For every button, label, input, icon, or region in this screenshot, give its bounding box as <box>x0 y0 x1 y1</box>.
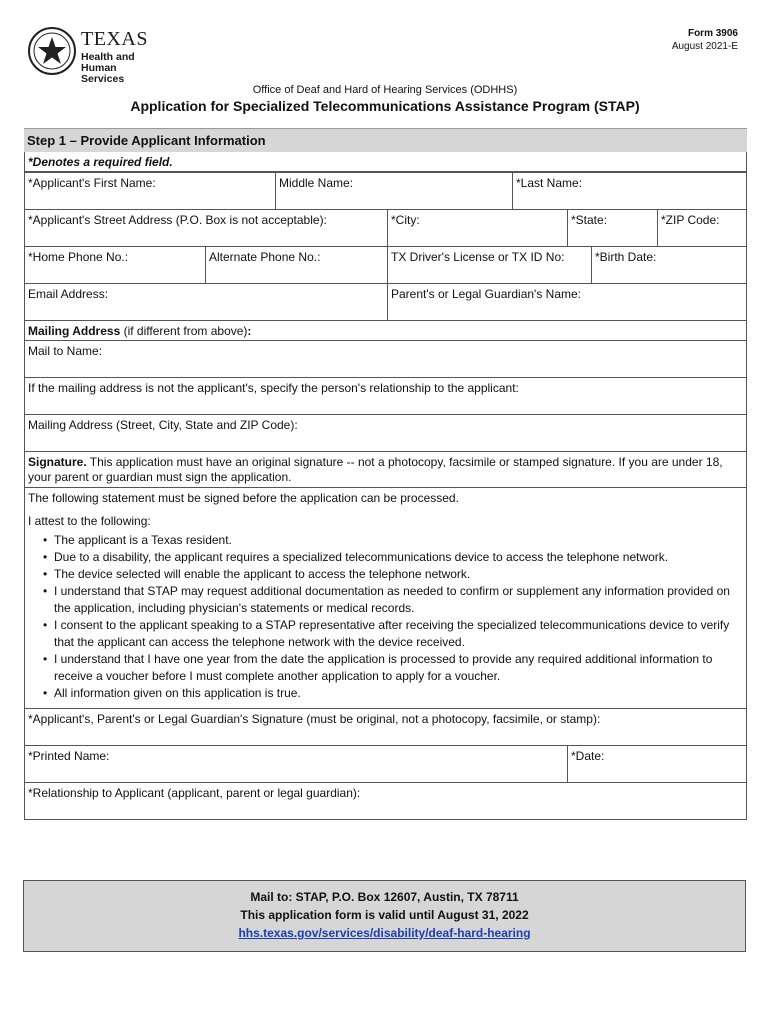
logo-subtitle-line1: Health and Human <box>81 51 135 74</box>
relationship-to-applicant-field[interactable]: *Relationship to Applicant (applicant, parent or legal guardian): <box>28 786 361 800</box>
valid-until-text: This application form is valid until August 31, 2022 <box>240 908 529 922</box>
attestation-statement <box>25 487 746 708</box>
mail-to-name-field[interactable]: Mail to Name: <box>28 344 103 358</box>
relationship-to-applicant-row <box>25 782 746 819</box>
street-address-field[interactable]: *Applicant's Street Address (P.O. Box is not acceptable): <box>28 213 327 227</box>
state-field[interactable]: *State: <box>567 210 657 246</box>
signature-field[interactable]: *Applicant's, Parent's or Legal Guardian's Signature (must be original, not a photocopy, facsimile, or stamp): <box>28 712 601 726</box>
first-name-field[interactable]: *Applicant's First Name: <box>28 176 156 190</box>
application-form <box>24 128 747 820</box>
email-field[interactable]: Email Address: <box>28 287 109 301</box>
last-name-field[interactable]: *Last Name: <box>512 173 746 209</box>
signature-notice <box>25 451 746 487</box>
email-row <box>25 283 746 320</box>
attest-item: • The device selected will enable the applicant to access the telephone network. <box>43 567 471 581</box>
attest-item: • Due to a disability, the applicant requires a specialized telecommunications device to access the telephone network. <box>43 550 669 564</box>
name-row <box>25 172 746 209</box>
mailing-heading-colon: : <box>247 324 252 338</box>
tx-id-field[interactable]: TX Driver's License or TX ID No: <box>387 247 591 283</box>
printed-name-field[interactable]: *Printed Name: <box>28 749 110 763</box>
birth-date-field[interactable]: *Birth Date: <box>591 247 746 283</box>
mail-to-address: Mail to: STAP, P.O. Box 12607, Austin, TX 78711 <box>250 890 519 904</box>
form-number: Form 3906 <box>687 28 738 39</box>
mailing-address-field[interactable]: Mailing Address (Street, City, State and ZIP Code): <box>28 418 298 432</box>
attest-item: • The applicant is a Texas resident. <box>43 533 232 547</box>
signature-text: This application must have an original signature -- not a photocopy, facsimile or stamped signature. If you are under 18, your parent or guardian must sign the application. <box>28 455 723 484</box>
page-header <box>0 0 770 128</box>
relationship-row <box>25 377 746 414</box>
attest-item: • I understand that I have one year from the date the application is processed to provide any required additional information to receive a voucher before I must complete another application to apply for a voucher. <box>43 652 713 683</box>
hhs-website-link[interactable]: hhs.texas.gov/services/disability/deaf-hard-hearing <box>238 926 531 940</box>
must-sign-text: The following statement must be signed before the application can be processed. <box>28 491 459 505</box>
zip-code-field[interactable]: *ZIP Code: <box>657 210 746 246</box>
alternate-phone-field[interactable]: Alternate Phone No.: <box>205 247 387 283</box>
attest-item: • I consent to the applicant speaking to a STAP representative after receiving the specialized telecommunications device to verify that the applicant can access the telephone network with the device received. <box>43 618 730 649</box>
mailing-address-heading <box>25 320 746 340</box>
printed-name-row <box>25 745 746 782</box>
logo-wordmark: TEXAS <box>81 28 148 50</box>
signature-row <box>25 708 746 745</box>
address-row <box>25 209 746 246</box>
office-name: Office of Deaf and Hard of Hearing Services (ODHHS) <box>252 84 518 96</box>
attest-item: • All information given on this application is true. <box>43 686 301 700</box>
form-date: August 2021-E <box>671 41 738 52</box>
required-note: *Denotes a required field. <box>25 152 746 172</box>
city-field[interactable]: *City: <box>387 210 567 246</box>
signature-label: Signature. <box>28 455 87 469</box>
mailing-heading-bold: Mailing Address <box>28 324 121 338</box>
mailing-relationship-field[interactable]: If the mailing address is not the applicant's, specify the person's relationship to the applicant: <box>28 381 519 395</box>
mailing-address-row <box>25 414 746 451</box>
phone-row <box>25 246 746 283</box>
applicant-info-section <box>24 152 747 820</box>
middle-name-field[interactable]: Middle Name: <box>275 173 512 209</box>
mailing-heading-rest: (if different from above) <box>120 324 248 338</box>
date-field[interactable]: *Date: <box>567 746 746 782</box>
attest-list <box>28 532 743 702</box>
texas-seal-icon <box>27 26 77 76</box>
guardian-name-field[interactable]: Parent's or Legal Guardian's Name: <box>387 284 746 320</box>
step1-heading: Step 1 – Provide Applicant Information <box>24 128 747 152</box>
attest-item: • I understand that STAP may request additional documentation as needed to confirm or supplement any information provided on the application, including physician's statements or medical records. <box>43 584 730 615</box>
home-phone-field[interactable]: *Home Phone No.: <box>28 250 129 264</box>
mail-to-row <box>25 340 746 377</box>
page-title: Application for Specialized Telecommunications Assistance Program (STAP) <box>130 98 640 114</box>
logo-subtitle-line2: Services <box>81 73 125 85</box>
texas-hhs-logo <box>27 24 167 88</box>
attest-heading: I attest to the following: <box>28 514 151 528</box>
logo-subtitle <box>81 52 171 85</box>
mail-to-box <box>23 880 746 952</box>
